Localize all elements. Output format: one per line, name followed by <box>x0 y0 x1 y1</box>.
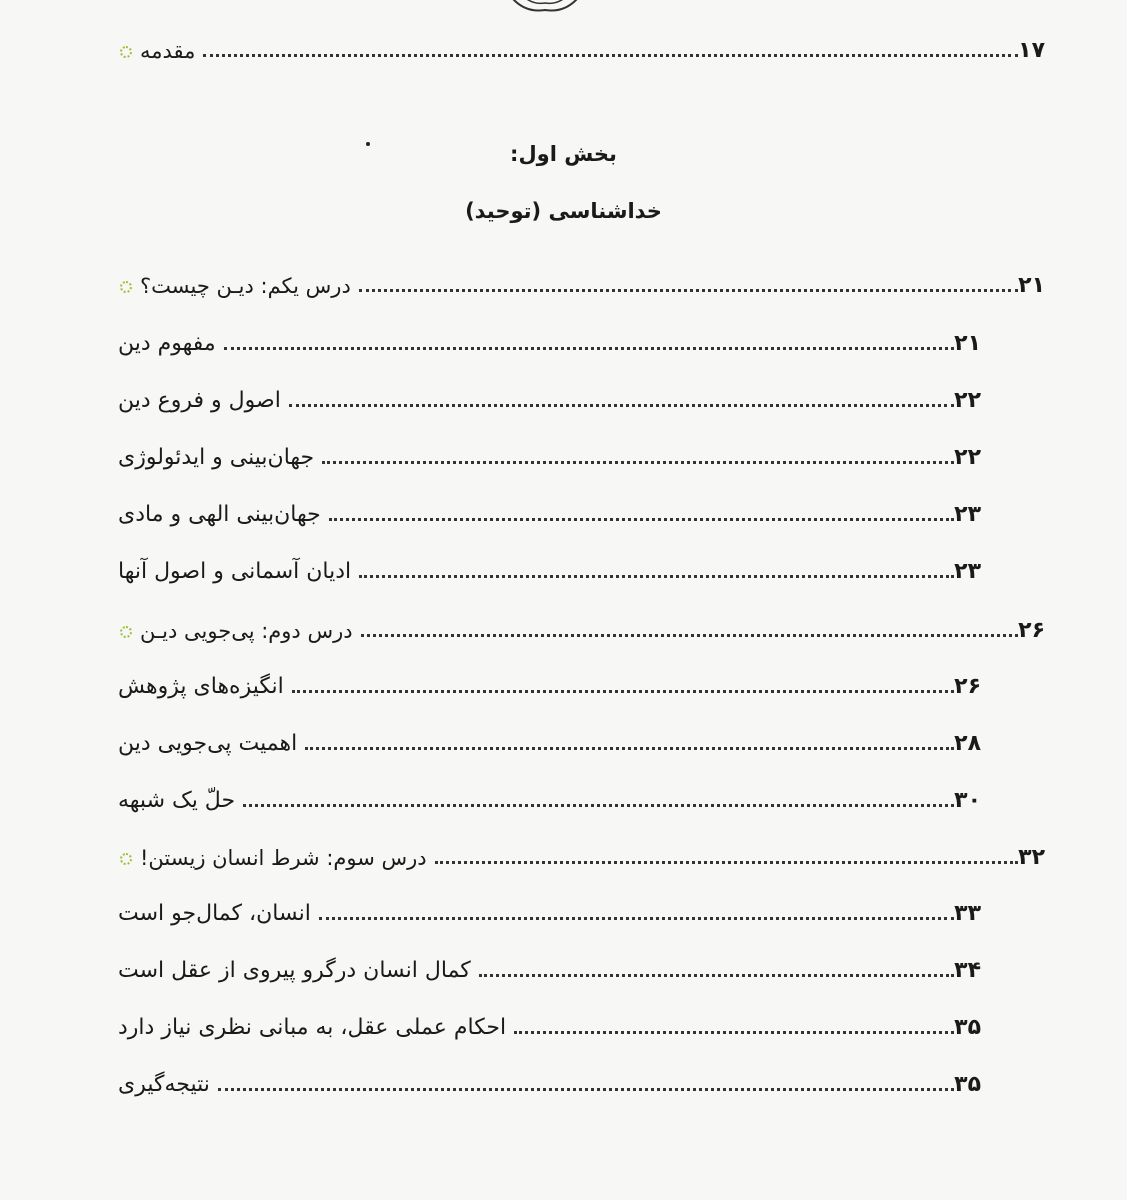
dot-leader <box>329 518 954 521</box>
entry-title: درس سوم: شرط انسان زیستن! <box>140 846 427 870</box>
toc-entry[interactable] <box>110 780 981 816</box>
entry-title: نتیجه‌گیری <box>118 1072 210 1097</box>
toc-entry[interactable] <box>110 950 981 986</box>
toc-entry[interactable] <box>110 666 981 702</box>
entry-title: درس یکم: دیـن چیست؟ <box>140 274 351 298</box>
entry-title: کمال انسان درگرو پیروی از عقل است <box>118 958 471 983</box>
dot-leader <box>292 690 954 693</box>
toc-entry[interactable] <box>110 437 981 473</box>
entry-page: ۳۴ <box>954 958 981 983</box>
entry-page: ۳۵ <box>954 1072 981 1097</box>
ink-speck <box>366 142 370 146</box>
dot-leader <box>361 634 1019 637</box>
entry-title: اهمیت پی‌جویی دین <box>118 731 298 756</box>
entry-title: انگیزه‌های پژوهش <box>118 674 284 699</box>
toc-entry-lesson[interactable] <box>110 837 1045 873</box>
dot-leader <box>319 917 954 920</box>
entry-page: ۲۲ <box>954 445 981 470</box>
entry-title: انسان، کمال‌جو است <box>118 901 311 926</box>
entry-title: مقدمه <box>140 39 196 63</box>
toc-entry[interactable] <box>110 723 981 759</box>
bullet-icon <box>120 46 132 58</box>
dot-leader <box>435 861 1018 864</box>
entry-title: ادیان آسمانی و اصول آنها <box>118 559 352 584</box>
dot-leader <box>359 575 954 578</box>
entry-page: ۳۲ <box>1018 845 1045 870</box>
entry-page: ۲۱ <box>954 331 981 356</box>
dot-leader <box>514 1031 954 1034</box>
entry-page: ۲۶ <box>954 674 981 699</box>
bullet-icon <box>120 281 132 293</box>
entry-page: ۱۷ <box>1018 38 1045 63</box>
entry-title: حلّ یک شبهه <box>118 788 236 813</box>
toc-entry-lesson[interactable] <box>110 265 1045 301</box>
dot-leader <box>243 804 954 807</box>
dot-leader <box>305 747 954 750</box>
toc-entry-lesson[interactable] <box>110 610 1045 646</box>
toc-entry-intro[interactable] <box>110 30 1045 66</box>
dot-leader <box>289 404 954 407</box>
entry-page: ۲۶ <box>1018 618 1045 643</box>
dot-leader <box>224 347 954 350</box>
section-label: بخش اول: <box>510 142 617 166</box>
toc-entry[interactable] <box>110 380 981 416</box>
entry-page: ۲۱ <box>1018 273 1045 298</box>
entry-page: ۲۳ <box>954 502 981 527</box>
entry-page: ۲۲ <box>954 388 981 413</box>
dot-leader <box>218 1088 954 1091</box>
toc-entry[interactable] <box>110 1064 981 1100</box>
entry-title: مفهوم دین <box>118 331 216 356</box>
entry-title: احکام عملی عقل، به مبانی نظری نیاز دارد <box>118 1015 507 1040</box>
toc-entry[interactable] <box>110 551 981 587</box>
toc-entry[interactable] <box>110 893 981 929</box>
entry-page: ۳۵ <box>954 1015 981 1040</box>
entry-page: ۳۰ <box>954 788 981 813</box>
dot-leader <box>322 461 954 464</box>
entry-title: جهان‌بینی و ایدئولوژی <box>118 445 315 470</box>
toc-entry[interactable] <box>110 323 981 359</box>
entry-title: درس دوم: پی‌جویی دیـن <box>140 619 353 643</box>
entry-title: جهان‌بینی الهی و مادی <box>118 502 321 527</box>
bullet-icon <box>120 853 132 865</box>
section-title: خداشناسی (توحید) <box>465 199 662 223</box>
dot-leader <box>203 54 1018 57</box>
bullet-icon <box>120 626 132 638</box>
entry-page: ۲۳ <box>954 559 981 584</box>
ornament-icon <box>500 0 590 14</box>
entry-page: ۳۳ <box>954 901 981 926</box>
entry-page: ۲۸ <box>954 731 981 756</box>
dot-leader <box>479 974 954 977</box>
dot-leader <box>359 289 1018 292</box>
toc-entry[interactable] <box>110 1007 981 1043</box>
toc-entry[interactable] <box>110 494 981 530</box>
entry-title: اصول و فروع دین <box>118 388 281 413</box>
